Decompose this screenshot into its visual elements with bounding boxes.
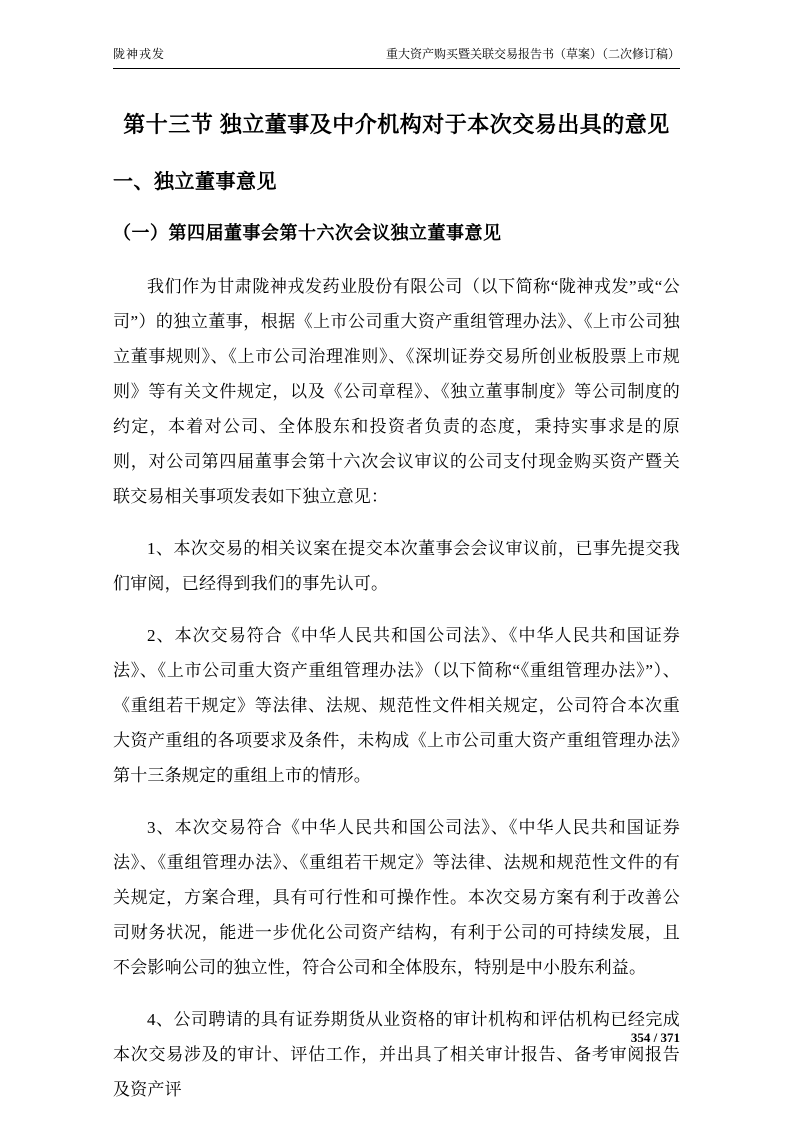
paragraph-item-1: 1、本次交易的相关议案在提交本次董事会会议审议前，已事先提交我们审阅，已经得到我们的事先认可。 — [113, 538, 680, 593]
paragraph-item-4: 4、公司聘请的具有证券期货从业资格的审计机构和评估机构已经完成本次交易涉及的审计、评估工作，并出具了相关审计报告、备考审阅报告及资产评 — [113, 1009, 680, 1099]
paragraph-intro: 我们作为甘肃陇神戎发药业股份有限公司（以下简称“陇神戎发”或“公司”）的独立董事，根据《上市公司重大资产重组管理办法》、《上市公司独立董事规则》、《上市公司治理准则》、《深圳证券交易所创业板股票上市规则》等有关文件规定，以及《公司章程》、《独立董事制度》等公司制度的约定，本着对公司、全体股东和投资者负责的态度，秉持实事求是的原则，对公司第四届董事会第十六次会议审议的公司支付现金购买资产暨关联交易相关事项发表如下独立意见： — [113, 276, 680, 506]
page-header — [113, 46, 680, 69]
paragraph-item-2: 2、本次交易符合《中华人民共和国公司法》、《中华人民共和国证券法》、《上市公司重大资产重组管理办法》（以下简称“《重组管理办法》”）、《重组若干规定》等法律、法规、规范性文件相关规定，公司符合本次重大资产重组的各项要求及条件，未构成《上市公司重大资产重组管理办法》第十三条规定的重组上市的情形。 — [113, 625, 680, 785]
paragraph-item-3: 3、本次交易符合《中华人民共和国公司法》、《中华人民共和国证券法》、《重组管理办法》、《重组若干规定》等法律、法规和规范性文件的有关规定，方案合理，具有可行性和可操作性。本次交易方案有利于改善公司财务状况，能进一步优化公司资产结构，有利于公司的可持续发展，且不会影响公司的独立性，符合公司和全体股东，特别是中小股东利益。 — [113, 817, 680, 977]
section-title: 第十三节 独立董事及中介机构对于本次交易出具的意见 — [123, 111, 670, 137]
header-company-name: 陇神戎发 — [113, 47, 166, 61]
header-report-title: 重大资产购买暨关联交易报告书（草案）（二次修订稿） — [385, 47, 680, 61]
heading-board-meeting-opinion: （一）第四届董事会第十六次会议独立董事意见 — [113, 223, 502, 244]
heading-independent-directors-opinion: 一、独立董事意见 — [113, 171, 277, 194]
page-footer — [631, 1030, 680, 1046]
page-number: 354 / 371 — [630, 1030, 680, 1045]
